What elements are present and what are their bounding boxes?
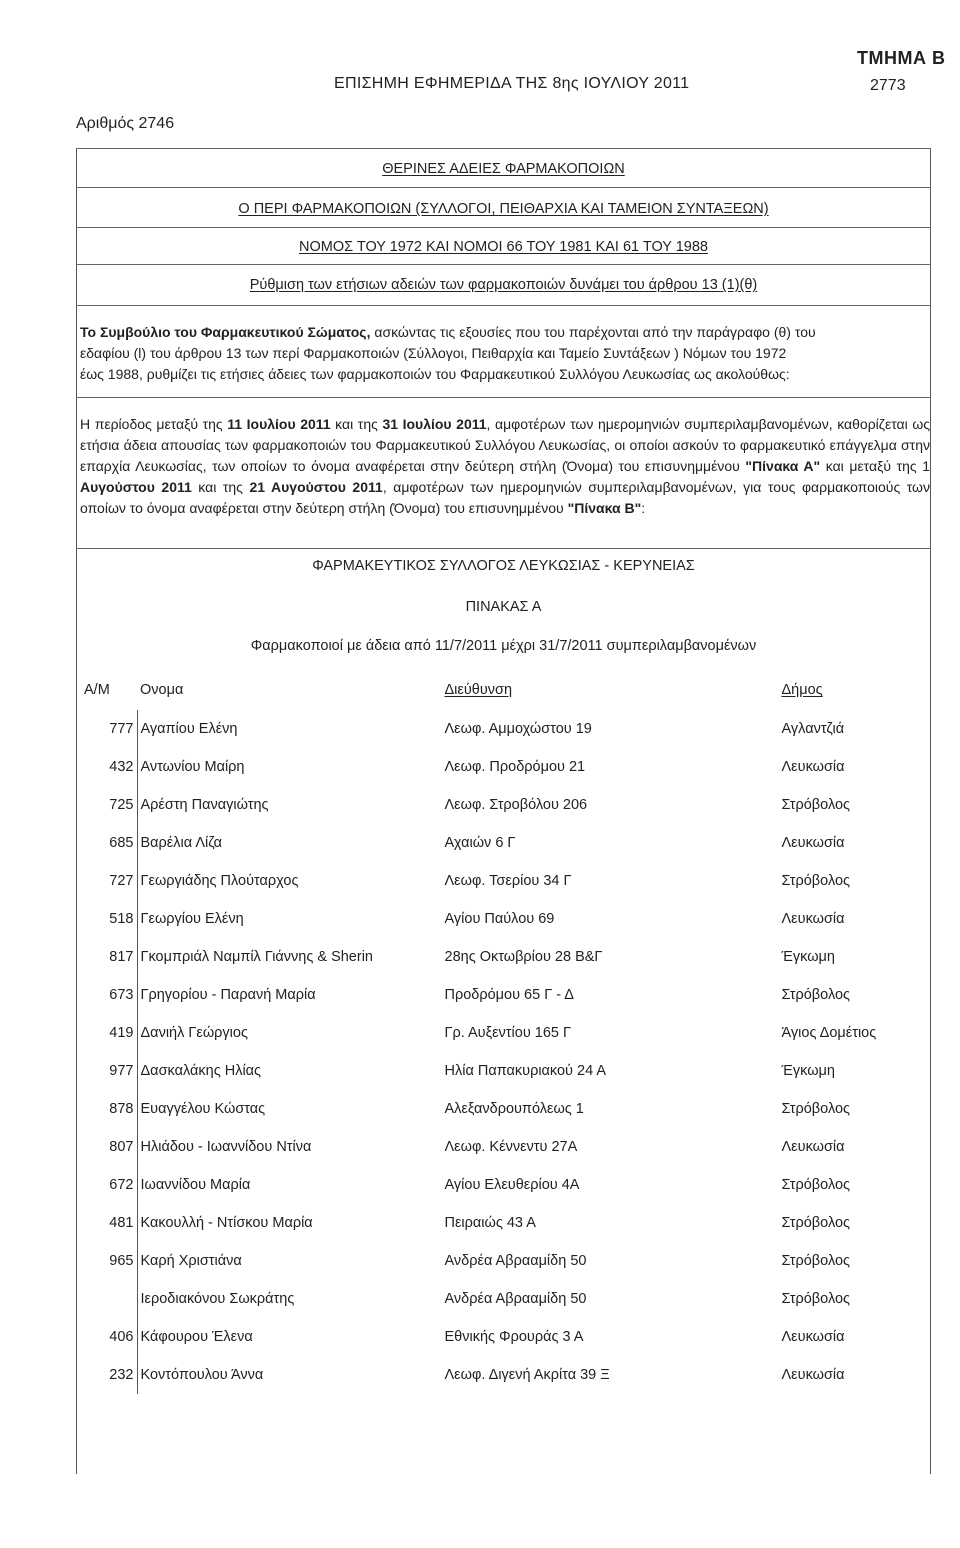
table-row [76, 1052, 936, 1090]
text: , αμφοτέρων των ημερομηνιών συμπεριλαμβανομένων, καθορίζεται ως ετήσια άδεια απουσίας των φαρμακοποιών του Φαρμακευτικού Συλλόγου Λευκωσίας, οι οποίοι ασκούν το φαρμακευτικό επάγγελμα στην επαρχία Λευκωσίας, των οποίων το όνομα αναφέρεται στην δεύτερη στήλη (Όνομα) του επισυνημμένου [80, 416, 930, 474]
address: Γρ. Αυξεντίου 165 Γ [444, 1025, 571, 1041]
member-number: 807 [76, 1128, 137, 1166]
column-header: Δήμος [781, 682, 823, 698]
text: Η περίοδος μεταξύ της [80, 416, 228, 432]
municipality: Άγιος Δομέτιος [781, 1025, 877, 1041]
section-label: ΤΜΗΜΑ Β [857, 48, 946, 68]
heading-summer-leave: ΘΕΡΙΝΕΣ ΑΔΕΙΕΣ ΦΑΡΜΑΚΟΠΟΙΩΝ [382, 161, 625, 177]
pharmacist-name: Ευαγγέλου Κώστας [140, 1101, 266, 1117]
table-row [76, 786, 936, 824]
table-row [76, 1204, 936, 1242]
municipality: Στρόβολος [781, 1101, 851, 1117]
gazette-title: ΕΠΙΣΗΜΗ ΕΦΗΜΕΡΙΔΑ ΤΗΣ 8ης ΙΟΥΛΙΟΥ 2011 [334, 75, 690, 92]
table-row [76, 1166, 936, 1204]
member-number: 481 [76, 1204, 137, 1242]
text: : [641, 500, 646, 516]
member-number: 672 [76, 1166, 137, 1204]
address: Λεωφ. Τσερίου 34 Γ [444, 873, 572, 889]
table-row [76, 1318, 936, 1356]
divider [76, 227, 931, 228]
divider [76, 548, 931, 549]
text: και της [330, 416, 383, 432]
address: Λεωφ. Προδρόμου 21 [444, 759, 586, 775]
heading-regulation: Ρύθμιση των ετήσιων αδειών των φαρμακοποιών δυνάμει του άρθρου 13 (1)(θ) [249, 277, 758, 293]
pharmacist-name: Αρέστη Παναγιώτης [140, 797, 269, 813]
member-number: 518 [76, 900, 137, 938]
table-row [76, 938, 936, 976]
address: Αλεξανδρουπόλεως 1 [444, 1101, 584, 1117]
address: Λεωφ. Διγενή Ακρίτα 39 Ξ [444, 1367, 610, 1383]
municipality: Στρόβολος [781, 1177, 851, 1193]
address: Λεωφ. Κέννεντυ 27Α [444, 1139, 578, 1155]
member-number: 232 [76, 1356, 137, 1394]
table-header-row [76, 670, 936, 710]
municipality: Λευκωσία [781, 759, 845, 775]
member-number: 977 [76, 1052, 137, 1090]
pharmacist-name: Δανιήλ Γεώργιος [140, 1025, 248, 1041]
member-number: 878 [76, 1090, 137, 1128]
table-row [76, 862, 936, 900]
table-ref: "Πίνακα Α" [745, 458, 821, 474]
address: Ανδρέα Αβρααμίδη 50 [444, 1253, 587, 1269]
divider [76, 264, 931, 265]
municipality: Λευκωσία [781, 1329, 845, 1345]
pharmacist-name: Ηλιάδου - Ιωαννίδου Ντίνα [140, 1139, 312, 1155]
address: Λεωφ. Στροβόλου 206 [444, 797, 588, 813]
date: Αυγούστου 2011 [80, 479, 192, 495]
heading-law-title: Ο ΠΕΡΙ ΦΑΡΜΑΚΟΠΟΙΩΝ (ΣΥΛΛΟΓΟΙ, ΠΕΙΘΑΡΧΙΑ ΚΑΙ ΤΑΜΕΙΟΝ ΣΥΝΤΑΞΕΩΝ) [238, 201, 769, 217]
pharmacist-name: Γεωργίου Ελένη [140, 911, 244, 927]
member-number: 432 [76, 748, 137, 786]
address: Λεωφ. Αμμοχώστου 19 [444, 721, 592, 737]
intro-line3: έως 1988, ρυθμίζει τις ετήσιες άδειες των φαρμακοποιών του Φαρμακευτικού Συλλόγου Λευκωσίας ως ακολούθως: [80, 366, 790, 382]
member-number: 685 [76, 824, 137, 862]
municipality: Λευκωσία [781, 1139, 845, 1155]
member-number: 777 [76, 710, 137, 748]
date: 21 Αυγούστου 2011 [249, 479, 383, 495]
table-subtitle: Φαρμακοποιοί με άδεια από 11/7/2011 μέχρι 31/7/2011 συμπεριλαμβανομένων [250, 638, 757, 654]
divider [76, 148, 931, 149]
table-row [76, 1356, 936, 1394]
intro-line2: εδαφίου (l) του άρθρου 13 των περί Φαρμακοποιών (Σύλλογοι, Πειθαρχία και Ταμείο Συντάξεων ) Νόμων του 1972 [80, 345, 787, 361]
intro-paragraph [80, 322, 928, 385]
table-row [76, 1014, 936, 1052]
pharmacist-name: Ιωαννίδου Μαρία [140, 1177, 251, 1193]
text: και της [191, 479, 250, 495]
table-ref: "Πίνακα Β" [567, 500, 642, 516]
member-number: 673 [76, 976, 137, 1014]
municipality: Λευκωσία [781, 911, 845, 927]
member-number [76, 1280, 137, 1318]
table-row [76, 976, 936, 1014]
municipality: Λευκωσία [781, 1367, 845, 1383]
table-row [76, 710, 936, 748]
municipality: Στρόβολος [781, 1253, 851, 1269]
table-row [76, 1090, 936, 1128]
address: Αγίου Ελευθερίου 4Α [444, 1177, 580, 1193]
pharmacist-name: Κακουλλή - Ντίσκου Μαρία [140, 1215, 313, 1231]
address: Πειραιώς 43 Α [444, 1215, 536, 1231]
table-row [76, 900, 936, 938]
pharmacist-name: Αντωνίου Μαίρη [140, 759, 245, 775]
member-number: 965 [76, 1242, 137, 1280]
pharmacist-name: Κάφουρου Έλενα [140, 1329, 253, 1345]
address: Αγίου Παύλου 69 [444, 911, 555, 927]
table-row [76, 748, 936, 786]
municipality: Στρόβολος [781, 1291, 851, 1307]
municipality: Στρόβολος [781, 987, 851, 1003]
text: και μεταξύ της 1 [820, 458, 930, 474]
leave-period-paragraph [80, 414, 930, 519]
address: 28ης Οκτωβρίου 28 Β&Γ [444, 949, 603, 965]
table-row [76, 1280, 936, 1318]
intro-lead: Το Συμβούλιο του Φαρμακευτικού Σώματος, [80, 324, 371, 340]
pharmacists-table [76, 670, 936, 1394]
page-number: 2773 [870, 77, 906, 94]
municipality: Στρόβολος [781, 1215, 851, 1231]
pharmacist-name: Δασκαλάκης Ηλίας [140, 1063, 262, 1079]
pharmacist-name: Γεωργιάδης Πλούταρχος [140, 873, 299, 889]
address: Ανδρέα Αβρααμίδη 50 [444, 1291, 587, 1307]
column-header: Ονομα [140, 682, 184, 698]
divider [76, 305, 931, 306]
pharmacist-name: Κοντόπουλου Άννα [140, 1367, 264, 1383]
municipality: Λευκωσία [781, 835, 845, 851]
member-number: 817 [76, 938, 137, 976]
pharmacist-name: Βαρέλια Λίζα [140, 835, 223, 851]
pharmacist-name: Καρή Χριστιάνα [140, 1253, 242, 1269]
table-row [76, 1128, 936, 1166]
member-number: 725 [76, 786, 137, 824]
pharmacist-name: Γρηγορίου - Παρανή Μαρία [140, 987, 316, 1003]
municipality: Έγκωμη [781, 949, 835, 965]
address: Εθνικής Φρουράς 3 Α [444, 1329, 584, 1345]
divider [76, 187, 931, 188]
association-title: ΦΑΡΜΑΚΕΥΤΙΚΟΣ ΣΥΛΛΟΓΟΣ ΛΕΥΚΩΣΙΑΣ - ΚΕΡΥΝΕΙΑΣ [312, 558, 695, 574]
member-number: 406 [76, 1318, 137, 1356]
divider [76, 397, 931, 398]
text: , αμφοτέρων των ημερομηνιών συμπεριλαμβανομένων, για τους φαρμακοποιούς των οποίων το όνομα αναφέρεται στην δεύτερη στήλη (Όνομα) του επισυνημμένου [80, 479, 930, 516]
address: Προδρόμου 65 Γ - Δ [444, 987, 574, 1003]
heading-law-numbers: ΝΟΜΟΣ ΤΟΥ 1972 ΚΑΙ ΝΟΜΟΙ 66 ΤΟΥ 1981 ΚΑΙ 61 ΤΟΥ 1988 [299, 239, 708, 255]
date: 31 Ιουλίου 2011 [382, 416, 487, 432]
table-row [76, 824, 936, 862]
issue-number: Αριθμός 2746 [76, 115, 175, 132]
member-number: 419 [76, 1014, 137, 1052]
table-row [76, 1242, 936, 1280]
municipality: Στρόβολος [781, 797, 851, 813]
intro-line1: ασκώντας τις εξουσίες που του παρέχονται από την παράγραφο (θ) του [370, 324, 816, 340]
table-title: ΠΙΝΑΚΑΣ Α [465, 599, 542, 615]
member-number: 727 [76, 862, 137, 900]
municipality: Στρόβολος [781, 873, 851, 889]
address: Ηλία Παπακυριακού 24 Α [444, 1063, 607, 1079]
address: Αχαιών 6 Γ [444, 835, 516, 851]
column-header: Α/Μ [84, 682, 110, 698]
column-header: Διεύθυνση [444, 682, 513, 698]
pharmacist-name: Ιεροδιακόνου Σωκράτης [140, 1291, 295, 1307]
pharmacist-name: Αγαπίου Ελένη [140, 721, 238, 737]
pharmacist-name: Γκομπριάλ Ναμπίλ Γιάννης & Sherin [140, 949, 373, 965]
date: 11 Ιουλίου 2011 [227, 416, 331, 432]
municipality: Αγλαντζιά [781, 721, 845, 737]
municipality: Έγκωμη [781, 1063, 835, 1079]
